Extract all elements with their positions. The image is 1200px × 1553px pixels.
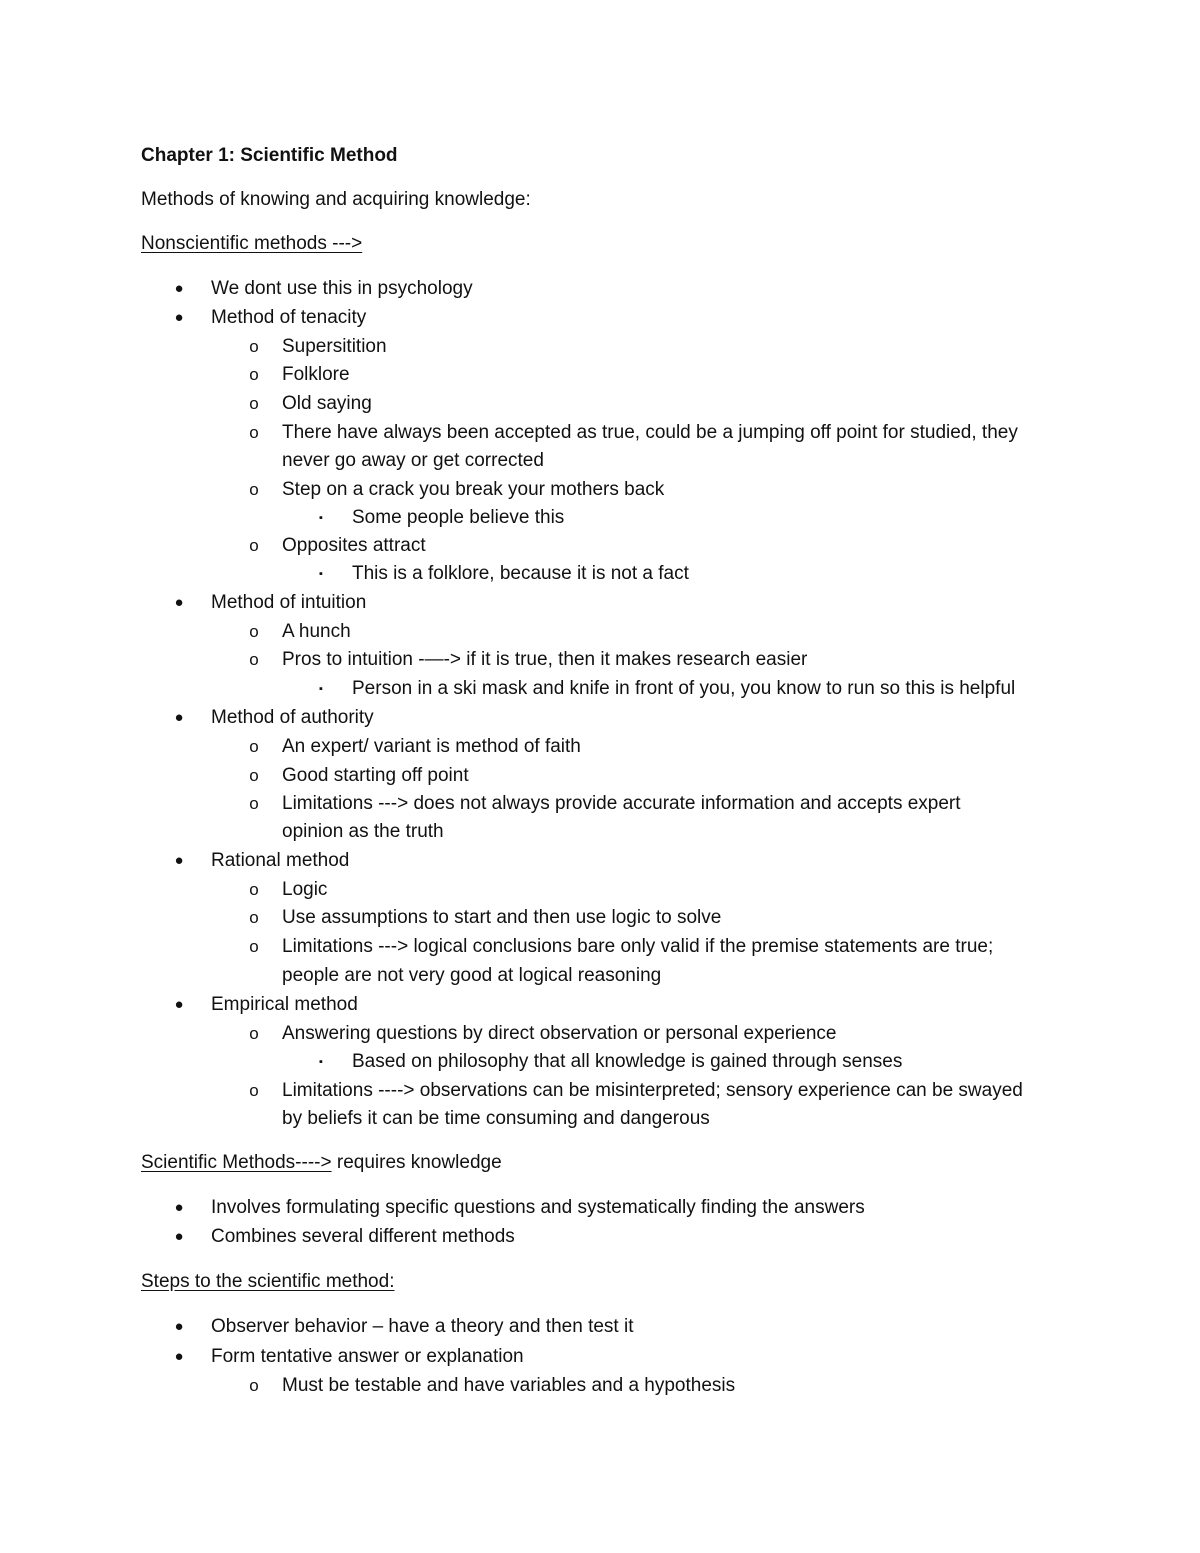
sub-bullet-icon: o	[249, 480, 259, 499]
bullet-icon: ●	[174, 709, 184, 726]
sub-bullet-icon: o	[249, 766, 259, 785]
sub-bullet-icon: o	[249, 365, 259, 384]
page-title: Chapter 1: Scientific Method	[141, 145, 398, 166]
list-item-continued: by beliefs it can be time consuming and dangerous	[282, 1108, 710, 1129]
bullet-icon: ●	[174, 996, 184, 1013]
list-item: Based on philosophy that all knowledge is gained through senses	[352, 1051, 903, 1072]
list-item: Good starting off point	[282, 765, 469, 786]
list-item: Opposites attract	[282, 535, 426, 556]
list-item: Some people believe this	[352, 507, 565, 528]
list-item: Method of intuition	[211, 592, 367, 613]
list-item: Involves formulating specific questions and systematically finding the answers	[211, 1197, 865, 1218]
list-item: Must be testable and have variables and a hypothesis	[282, 1375, 736, 1396]
intro-text: Methods of knowing and acquiring knowledge:	[141, 189, 531, 210]
list-item: Old saying	[282, 393, 372, 414]
bullet-icon: ●	[174, 1228, 184, 1245]
list-item: Step on a crack you break your mothers back	[282, 479, 665, 500]
list-item: There have always been accepted as true, could be a jumping off point for studied, they	[282, 422, 1018, 443]
section-heading-underlined: Scientific Methods---->	[141, 1152, 332, 1173]
list-item: Rational method	[211, 850, 350, 871]
square-bullet-icon: ▪	[319, 568, 323, 580]
list-item: Empirical method	[211, 994, 358, 1015]
sub-bullet-icon: o	[249, 423, 259, 442]
list-item: Pros to intuition -—-> if it is true, then it makes research easier	[282, 649, 808, 670]
sub-bullet-icon: o	[249, 937, 259, 956]
bullet-icon: ●	[174, 594, 184, 611]
list-item: Method of tenacity	[211, 307, 367, 328]
section-heading-scientific	[141, 1151, 502, 1175]
sub-bullet-icon: o	[249, 737, 259, 756]
section-heading-nonscientific: Nonscientific methods --->	[141, 233, 363, 254]
sub-bullet-icon: o	[249, 1376, 259, 1395]
list-item: Supersitition	[282, 336, 387, 357]
list-item-continued: people are not very good at logical reasoning	[282, 965, 662, 986]
sub-bullet-icon: o	[249, 536, 259, 555]
bullet-icon: ●	[174, 1318, 184, 1335]
list-item: Limitations ---> does not always provide accurate information and accepts expert	[282, 793, 961, 814]
list-item-continued: never go away or get corrected	[282, 450, 544, 471]
list-item: Limitations ---> logical conclusions bare only valid if the premise statements are true;	[282, 936, 994, 957]
sub-bullet-icon: o	[249, 394, 259, 413]
sub-bullet-icon: o	[249, 650, 259, 669]
section-heading-rest: requires knowledge	[331, 1152, 502, 1173]
section-heading-steps: Steps to the scientific method:	[141, 1271, 395, 1292]
list-item: Folklore	[282, 364, 350, 385]
bullet-icon: ●	[174, 280, 184, 297]
bullet-icon: ●	[174, 1348, 184, 1365]
sub-bullet-icon: o	[249, 337, 259, 356]
list-item: Answering questions by direct observation or personal experience	[282, 1023, 837, 1044]
list-item: A hunch	[282, 621, 351, 642]
sub-bullet-icon: o	[249, 1024, 259, 1043]
bullet-icon: ●	[174, 309, 184, 326]
list-item: Observer behavior – have a theory and then test it	[211, 1316, 634, 1337]
square-bullet-icon: ▪	[319, 512, 323, 524]
list-item: Combines several different methods	[211, 1226, 515, 1247]
list-item: Limitations ----> observations can be misinterpreted; sensory experience can be swayed	[282, 1080, 1023, 1101]
sub-bullet-icon: o	[249, 1081, 259, 1100]
list-item: Logic	[282, 879, 328, 900]
square-bullet-icon: ▪	[319, 1056, 323, 1068]
list-item: Method of authority	[211, 707, 374, 728]
sub-bullet-icon: o	[249, 880, 259, 899]
list-item: This is a folklore, because it is not a fact	[352, 563, 689, 584]
square-bullet-icon: ▪	[319, 683, 323, 695]
list-item: Person in a ski mask and knife in front of you, you know to run so this is helpful	[352, 678, 1016, 699]
bullet-icon: ●	[174, 852, 184, 869]
sub-bullet-icon: o	[249, 622, 259, 641]
list-item: Use assumptions to start and then use logic to solve	[282, 907, 722, 928]
sub-bullet-icon: o	[249, 794, 259, 813]
list-item: We dont use this in psychology	[211, 278, 473, 299]
bullet-icon: ●	[174, 1199, 184, 1216]
list-item-continued: opinion as the truth	[282, 821, 444, 842]
list-item: Form tentative answer or explanation	[211, 1346, 524, 1367]
sub-bullet-icon: o	[249, 908, 259, 927]
list-item: An expert/ variant is method of faith	[282, 736, 581, 757]
